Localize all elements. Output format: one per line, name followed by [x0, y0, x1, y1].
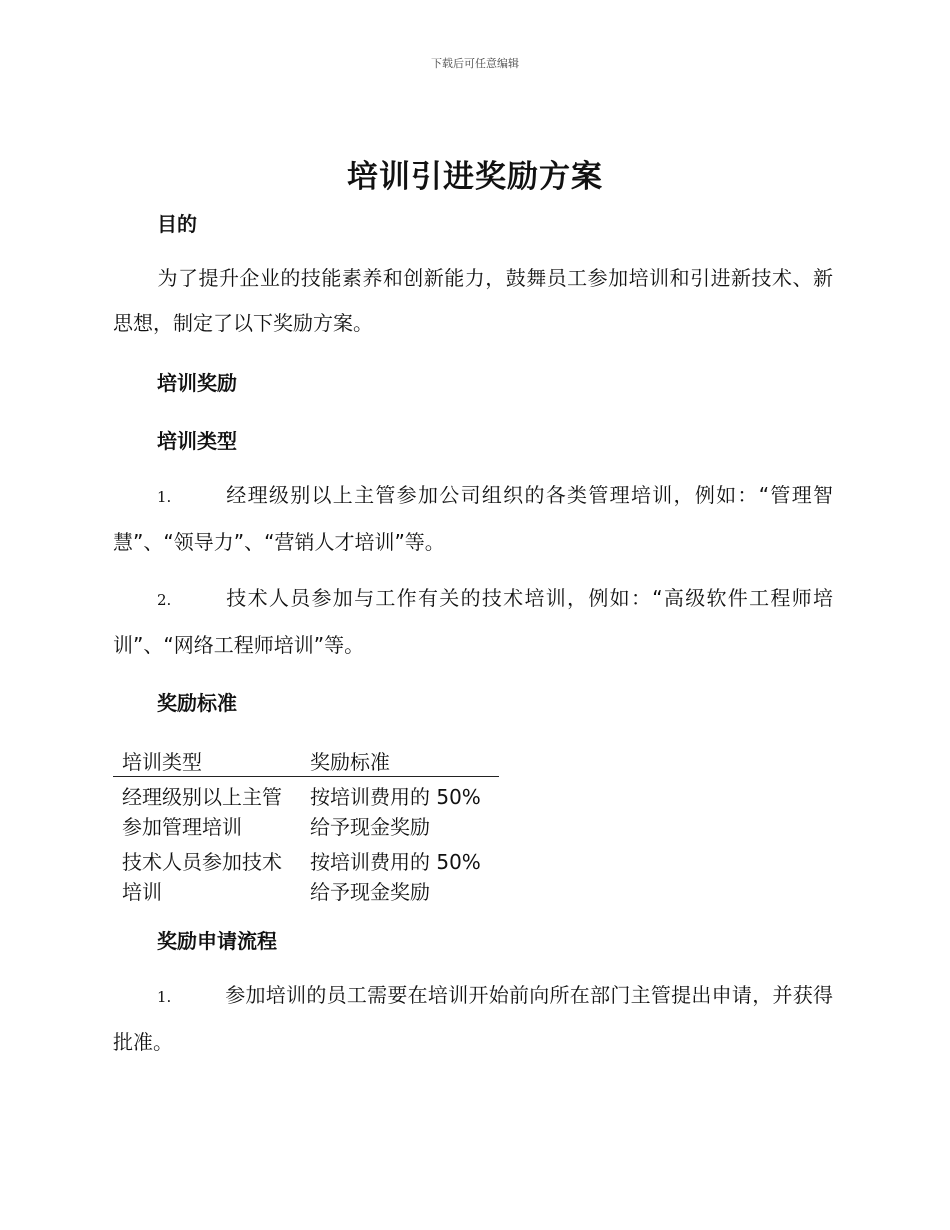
list-item-text: 参加培训的员工需要在培训开始前向所在部门主管提出申请，并获得批准。 — [113, 983, 833, 1054]
table-cell: 经理级别以上主管参加管理培训 — [122, 785, 282, 839]
training-reward-heading: 培训奖励 — [157, 371, 237, 395]
header-note: 下载后可任意编辑 — [431, 57, 519, 70]
document-title: 培训引进奖励方案 — [347, 159, 603, 195]
table-cell: 按培训费用的 50%给予现金奖励 — [310, 785, 481, 839]
table-header-row — [113, 741, 499, 777]
purpose-heading: 目的 — [157, 212, 197, 236]
table-row — [113, 777, 499, 843]
application-heading: 奖励申请流程 — [157, 929, 277, 953]
list-number: 1. — [157, 488, 172, 506]
table-cell: 按培训费用的 50%给予现金奖励 — [310, 850, 481, 904]
list-item-text: 技术人员参加与工作有关的技术培训，例如：“高级软件工程师培训”、“网络工程师培训”等。 — [113, 586, 833, 657]
training-type-item-2 — [113, 576, 833, 668]
list-number: 1. — [157, 988, 172, 1006]
list-item-text: 经理级别以上主管参加公司组织的各类管理培训，例如：“管理智慧”、“领导力”、“营销人才培训”等。 — [113, 483, 833, 554]
table-row — [113, 842, 499, 907]
reward-table — [113, 741, 499, 907]
training-type-heading: 培训类型 — [157, 429, 237, 453]
purpose-text: 为了提升企业的技能素养和创新能力，鼓舞员工参加培训和引进新技术、新思想，制定了以下奖励方案。 — [113, 266, 833, 335]
training-type-item-1 — [113, 473, 833, 565]
table-cell: 技术人员参加技术培训 — [122, 850, 282, 904]
table-header-training-type: 培训类型 — [113, 741, 301, 777]
list-number: 2. — [157, 591, 172, 609]
application-step-1 — [113, 973, 833, 1065]
table-header-reward-standard: 奖励标准 — [301, 741, 499, 777]
reward-standard-heading: 奖励标准 — [157, 691, 237, 715]
purpose-paragraph — [113, 256, 833, 346]
